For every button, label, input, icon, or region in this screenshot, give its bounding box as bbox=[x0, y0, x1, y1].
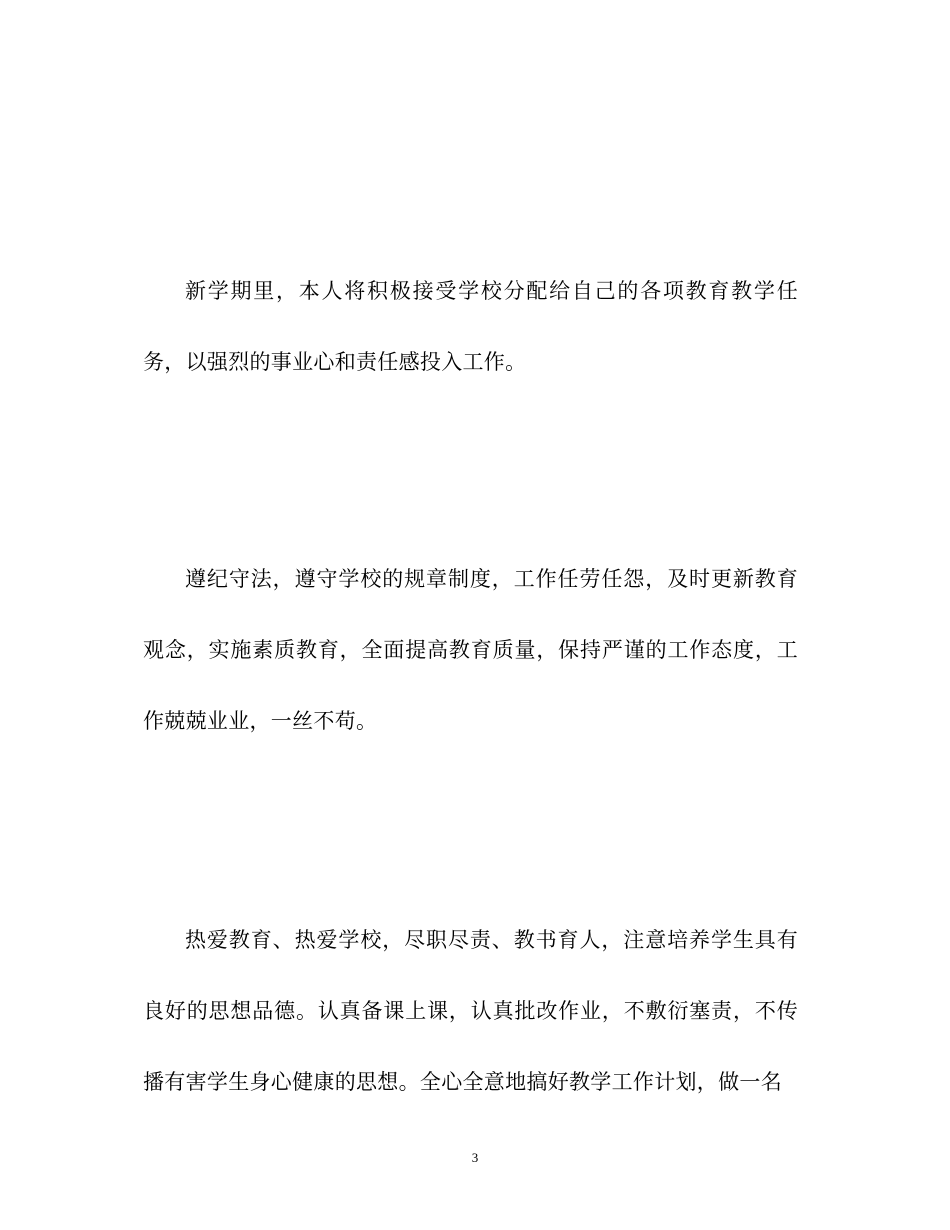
paragraph-new-semester: 新学期里，本人将积极接受学校分配给自己的各项教育教学任务，以强烈的事业心和责任感投入工作。 bbox=[143, 279, 798, 374]
page-number: 3 bbox=[471, 1150, 479, 1165]
paragraph-love-education: 热爱教育、热爱学校，尽职尽责、教书育人，注意培养学生具有良好的思想品德。认真备课上课，认真批改作业，不敷衍塞责，不传播有害学生身心健康的思想。全心全意地搞好教学工作计划，做一名 bbox=[143, 928, 798, 1094]
paragraph-discipline: 遵纪守法，遵守学校的规章制度，工作任劳任怨，及时更新教育观念，实施素质教育，全面提高教育质量，保持严谨的工作态度，工作兢兢业业，一丝不苟。 bbox=[143, 567, 798, 733]
